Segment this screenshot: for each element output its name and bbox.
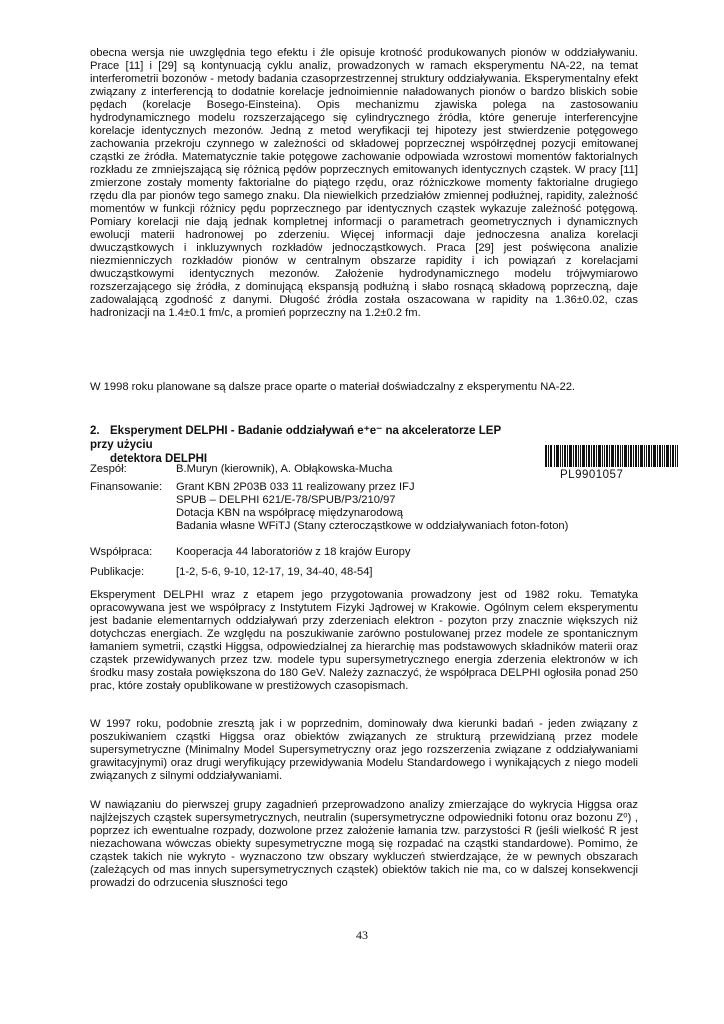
funding-value [176,481,646,533]
section-title-line-2: detektora DELPHI [110,453,208,465]
funding-line: Badania własne WFiTJ (Stany czterocząstkowe w oddziaływaniach foton-foton) [176,520,569,532]
cooperation-label: Współpraca: [90,546,153,558]
paragraph-delphi-first-group: W nawiązaniu do pierwszej grupy zagadnień przeprowadzono analizy zmierzające do wykrycia Higgsa oraz najlżejszych cząstek supersymetrycznych, neutralin (supersymetryczne odpowiedniki fotonu oraz bozonu Z⁰) , poprzez ich ewentualne rozpady, dozwolone przez założenie łamania tzw. parzystości R (jeśli wielkość R jest niezachowana wówczas obiekty supesymetryczne mogą się rozpadać na cząstki standardowe). Pomimo, że cząstek takich nie wykryto - wyznaczono tzw obszary wykluczeń stwierdzające, że w pewnych obszarach (zależących od mas innych supersymetrycznych cząstek) obiektów takich nie ma, co w dalszej konsekwencji prowadzi do odrzucenia słuszności tego [90,799,638,889]
section-heading [90,424,510,466]
page-number: 43 [356,928,368,942]
paragraph-plans-1998: W 1998 roku planowane są dalsze prace oparte o materiał doświadczalny z eksperymentu NA-22. [90,381,576,393]
team-value: B.Muryn (kierownik), A. Obłąkowska-Mucha [176,463,393,475]
paragraph-delphi-intro: Eksperyment DELPHI wraz z etapem jego przygotowania prowadzony jest od 1982 roku. Tematyka opracowywana jest we współpracy z Instytutem Fizyki Jądrowej w Krakowie. Ogólnym celem eksperymentu jest badanie elementarnych oddziaływań przy zderzeniach elektron - pozyton przy znacznie większych niż dotychczas energiach. Ze względu na poszukiwanie zarówno postulowanej przez modele ze spontanicznym łamaniem symetrii, cząstki Higgsa, odpowiedzialnej za hierarchię mas podstawowych składników materii oraz cząstek przewidywanych przez tzw. modele typu supersymetrycznego energia zderzenia elektronów w ich środku masy została powiększona do 180 GeV. Należy zaznaczyć, że współpraca DELPHI ogłosiła ponad 250 prac, które zostały opublikowane w prestiżowych czasopismach. [90,589,638,692]
funding-line: Grant KBN 2P03B 033 11 realizowany przez IFJ [176,481,415,493]
funding-line: SPUB – DELPHI 621/E-78/SPUB/P3/210/97 [176,494,396,506]
funding-label: Finansowanie: [90,481,163,493]
paragraph-na22-analysis: obecna wersja nie uwzględnia tego efektu i źle opisuje krotność produkowanych pionów w oddziaływaniu. Prace [11] i [29] są kontynuacją cyklu analiz, prowadzonych w ramach eksperymentu NA-22, na temat interferometrii bozonów - metody badania czasoprzestrzennej struktury oddziaływania. Eksperymentalny efekt związany z interferencją to dodatnie korelacje jednoimiennie naładowanych pionów o bardzo bliskich sobie pędach (korelacje Bosego-Einsteina). Opis mechanizmu zjawiska polega na zastosowaniu hydrodynamicznego modelu rozszerzającego się cylindrycznego źródła, które generuje interferencyjne korelacje identycznych mezonów. Jedną z metod weryfikacji tej hipotezy jest stwierdzenie potęgowego zachowania przekroju czynnego w zależności od składowej poprzecznej współrzędnej pozycji emitowanej cząstki ze źródła. Matematycznie takie potęgowe zachowanie odpowiada wzrostowi momentów faktorialnych rozkładu ze zmniejszającą się różnicą pędów poprzecznych emitowanych identycznych cząstek. W pracy [11] zmierzone zostały momenty faktorialne do piątego rzędu, oraz różniczkowe momenty faktorialne drugiego rzędu dla par pionów tego samego znaku. Dla niewielkich przedziałów zmiennej podłużnej, rapidity, zależność momentów w funkcji różnicy pędu poprzecznego par identycznych cząstek wykazuje zależność potęgową. Pomiary korelacji nie dają jednak kompletnej informacji o parametrach geometrycznych i dynamicznych ewolucji materii hadronowej po zderzeniu. Więcej informacji daje jednoczesna analiza korelacji dwucząstkowych i inkluzywnych rozkładów jednocząstkowych. Praca [29] jest poświęcona analizie niezmienniczych rozkładów pionów w centralnym obszarze rapidity i ich powiązań z korelacjami dwucząstkowymi identycznych mezonów. Założenie hydrodynamicznego modelu trójwymiarowo rozszerzającego się źródła, z dominującą ekspansją podłużną i słabo rosnącą składową poprzeczną, daje zadowalającą zgodność z danymi. Długość źródła została oszacowana w rapidity na 1.36±0.02, czas hadronizacji na 1.4±0.1 fm/c, a promień poprzeczny na 1.2±0.2 fm. [90,47,638,319]
publications-label: Publikacje: [90,566,145,578]
section-title-line-1: Eksperyment DELPHI - Badanie oddziaływań e⁺e⁻ na akceleratorze LEP przy użyciu [90,425,501,451]
paragraph-delphi-1997: W 1997 roku, podobnie zresztą jak i w poprzednim, dominowały dwa kierunki badań - jeden związany z poszukiwaniem cząstki Higgsa oraz obiektów związanych ze strukturą przewidzianą przez modele supersymetryczne (Minimalny Model Supersymetryczny oraz jego rozszerzenia związane z oddziaływaniami grawitacyjnymi) oraz drugi weryfikujący przewidywania Modelu Standardowego i wynikających z niego modeli związanych z silnymi oddziaływaniami. [90,718,638,782]
team-label: Zespół: [90,463,127,475]
cooperation-value: Kooperacja 44 laboratoriów z 18 krajów Europy [176,546,411,558]
barcode-id: PL9901057 [560,469,624,481]
section-number: 2. [90,425,100,437]
publications-value: [1-2, 5-6, 9-10, 12-17, 19, 34-40, 48-54] [176,566,373,578]
funding-line: Dotacja KBN na współpracę międzynarodową [176,507,403,519]
